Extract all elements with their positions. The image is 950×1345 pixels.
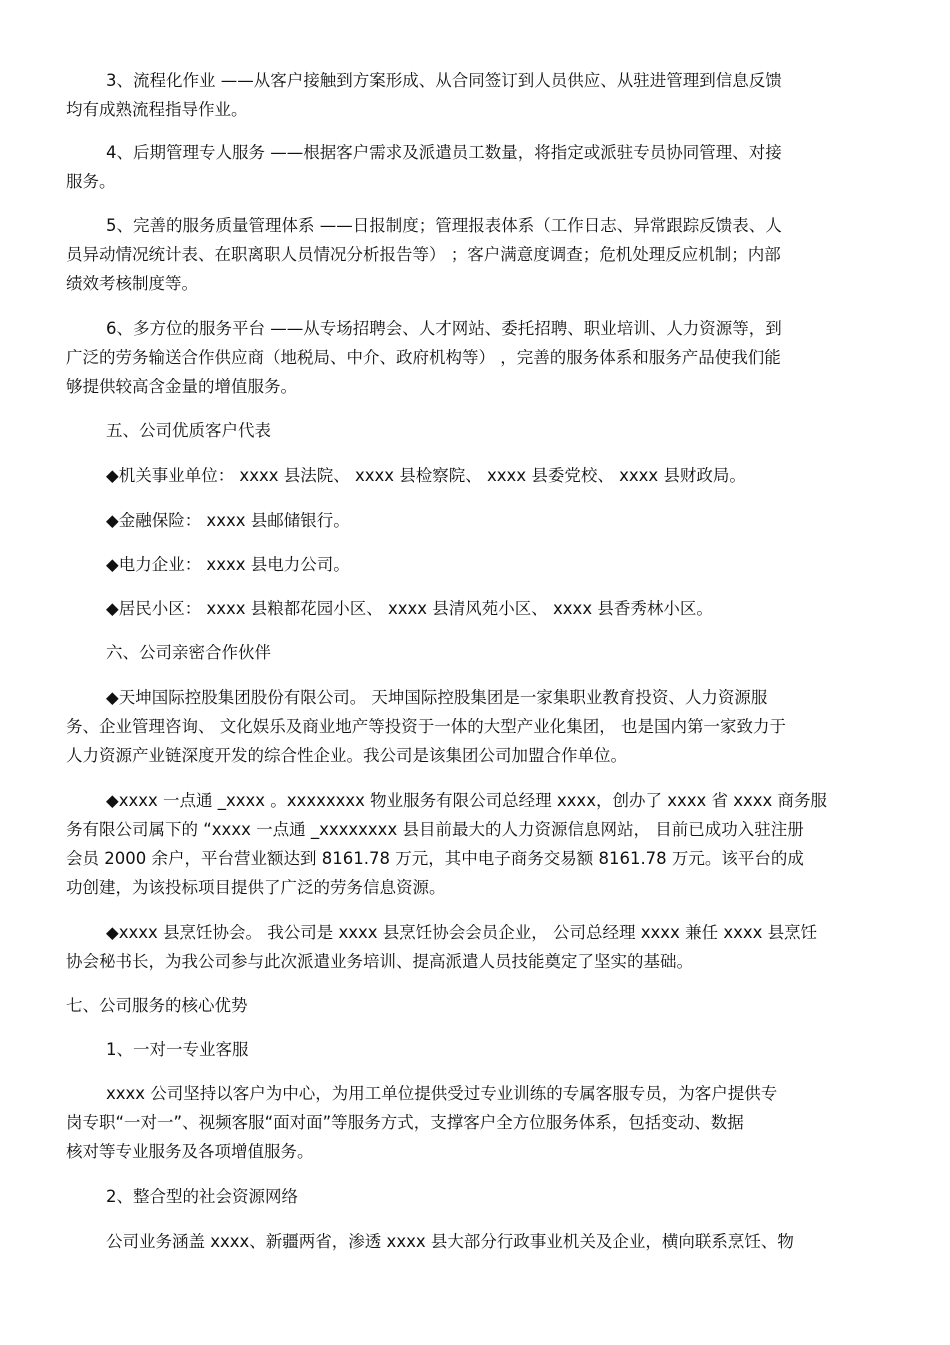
paragraph-business-coverage [66, 1227, 886, 1256]
client-item-residential [66, 594, 886, 623]
paragraph-line: ◆电力企业： xxxx 县电力公司。 [106, 555, 350, 574]
client-item-finance [66, 506, 886, 535]
heading-text: 七、公司服务的核心优势 [66, 996, 248, 1015]
paragraph-line: 核对等专业服务及各项增值服务。 [66, 1142, 314, 1161]
paragraph-process-workflow [66, 66, 886, 124]
heading-text: 五、公司优质客户代表 [106, 421, 271, 440]
paragraph-line: ◆xxxx 县烹饪协会。 我公司是 xxxx 县烹饪协会会员企业， 公司总经理 xxxx 兼任 xxxx 县烹饪 [106, 923, 818, 942]
client-item-power [66, 550, 886, 579]
paragraph-service-platform [66, 314, 886, 401]
paragraph-line: 功创建，为该投标项目提供了广泛的劳务信息资源。 [66, 878, 446, 897]
heading-text: 六、公司亲密合作伙伴 [106, 643, 271, 662]
subheading-resource-network [66, 1182, 886, 1211]
paragraph-line: 广泛的劳务输送合作供应商（地税局、中介、政府机构等） ，完善的服务体系和服务产品使我们能 [66, 348, 781, 367]
paragraph-line: ◆xxxx 一点通 _xxxx 。xxxxxxxx 物业服务有限公司总经理 xxxx，创办了 xxxx 省 xxxx 商务服 [106, 791, 828, 810]
paragraph-line: 3、流程化作业 ——从客户接触到方案形成、从合同签订到人员供应、从驻进管理到信息反馈 [106, 71, 782, 90]
section-heading-core-advantages [66, 991, 886, 1020]
paragraph-line: 均有成熟流程指导作业。 [66, 100, 248, 119]
partner-item-yidiantong [66, 786, 886, 902]
paragraph-line: xxxx 公司坚持以客户为中心，为用工单位提供受过专业训练的专属客服专员，为客户提供专 [106, 1084, 778, 1103]
section-heading-partners [66, 638, 886, 667]
paragraph-customer-service [66, 1079, 886, 1166]
paragraph-line: 服务。 [66, 172, 116, 191]
paragraph-line: 绩效考核制度等。 [66, 274, 198, 293]
paragraph-line: 6、多方位的服务平台 ——从专场招聘会、人才网站、委托招聘、职业培训、人力资源等，到 [106, 319, 782, 338]
paragraph-line: 人力资源产业链深度开发的综合性企业。我公司是该集团公司加盟合作单位。 [66, 746, 627, 765]
paragraph-line: 务有限公司属下的 “xxxx 一点通 _xxxxxxxx 县目前最大的人力资源信息网站， 目前已成功入驻注册 [66, 820, 804, 839]
paragraph-line: 5、完善的服务质量管理体系 ——日报制度；管理报表体系（工作日志、异常跟踪反馈表、人 [106, 216, 782, 235]
paragraph-line: 会员 2000 余户，平台营业额达到 8161.78 万元，其中电子商务交易额 8161.78 万元。该平台的成 [66, 849, 804, 868]
heading-text: 2、整合型的社会资源网络 [106, 1187, 298, 1206]
section-heading-clients [66, 416, 886, 445]
paragraph-quality-system [66, 211, 886, 298]
subheading-one-on-one [66, 1035, 886, 1064]
heading-text: 1、一对一专业客服 [106, 1040, 249, 1059]
paragraph-line: 务、企业管理咨询、 文化娱乐及商业地产等投资于一体的大型产业化集团， 也是国内第一家致力于 [66, 717, 786, 736]
paragraph-line: 员异动情况统计表、在职离职人员情况分析报告等） ；客户满意度调查；危机处理反应机制；内部 [66, 245, 781, 264]
paragraph-line: ◆金融保险： xxxx 县邮储银行。 [106, 511, 350, 530]
paragraph-dedicated-management [66, 138, 886, 196]
paragraph-line: 4、后期管理专人服务 ——根据客户需求及派遣员工数量，将指定或派驻专员协同管理、对接 [106, 143, 782, 162]
paragraph-line: 协会秘书长，为我公司参与此次派遣业务培训、提高派遣人员技能奠定了坚实的基础。 [66, 952, 693, 971]
partner-item-culinary-association [66, 918, 886, 976]
paragraph-line: ◆居民小区： xxxx 县粮都花园小区、 xxxx 县清风苑小区、 xxxx 县香秀林小区。 [106, 599, 713, 618]
paragraph-line: 公司业务涵盖 xxxx、新疆两省，渗透 xxxx 县大部分行政事业机关及企业，横向联系烹饪、物 [106, 1232, 794, 1251]
client-item-government [66, 461, 886, 490]
paragraph-line: ◆天坤国际控股集团股份有限公司。 天坤国际控股集团是一家集职业教育投资、人力资源服 [106, 688, 768, 707]
partner-item-tiankun [66, 683, 886, 770]
paragraph-line: 够提供较高含金量的增值服务。 [66, 377, 297, 396]
paragraph-line: ◆机关事业单位： xxxx 县法院、 xxxx 县检察院、 xxxx 县委党校、 xxxx 县财政局。 [106, 466, 746, 485]
paragraph-line: 岗专职“一对一”、视频客服“面对面”等服务方式，支撑客户全方位服务体系，包括变动、数据 [66, 1113, 744, 1132]
